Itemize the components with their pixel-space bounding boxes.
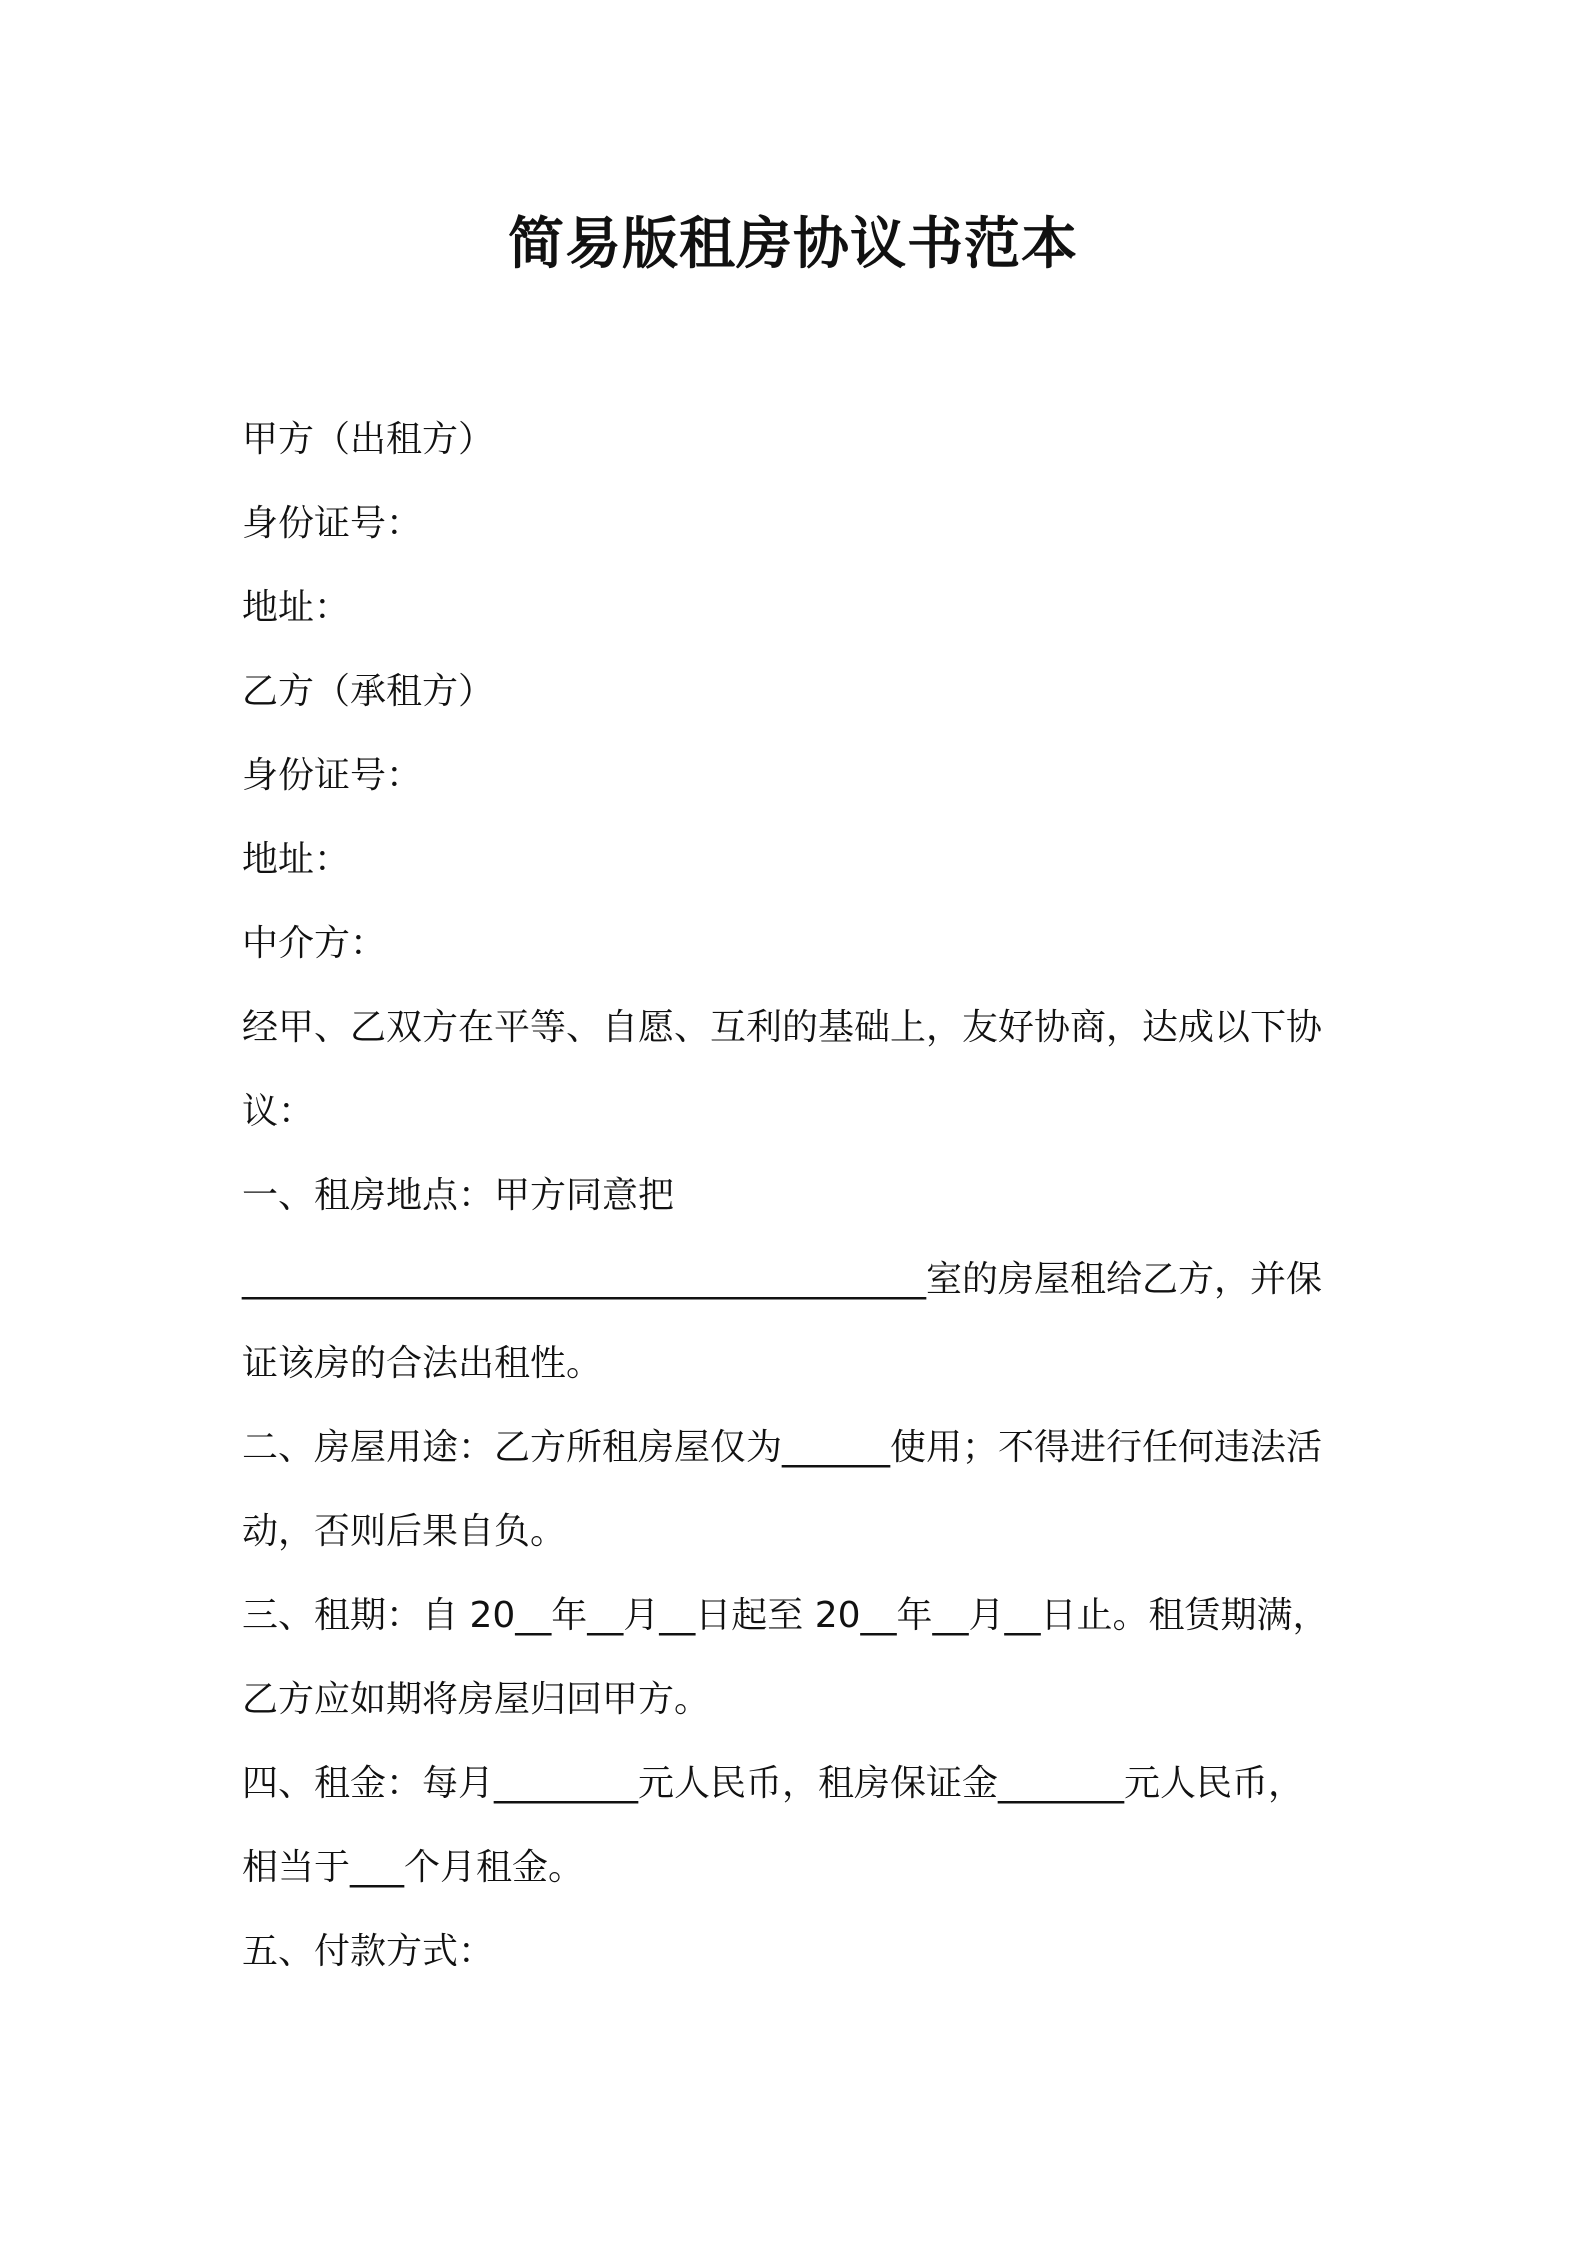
party-b-label: 乙方（承租方） bbox=[242, 671, 495, 712]
clause-4-line-1: 四、租金：每月________元人民币，租房保证金_______元人民币， bbox=[242, 1763, 1305, 1804]
preamble-line-2: 议： bbox=[242, 1091, 315, 1132]
clause-2-line-2: 动，否则后果自负。 bbox=[242, 1511, 567, 1552]
agent-label: 中介方： bbox=[242, 923, 387, 964]
document-body bbox=[242, 398, 1362, 1994]
party-a-address-label: 地址： bbox=[242, 587, 351, 628]
clause-1-line-3: 证该房的合法出租性。 bbox=[242, 1343, 603, 1384]
clause-2-line-1: 二、房屋用途：乙方所租房屋仅为______使用；不得进行任何违法活 bbox=[242, 1427, 1323, 1468]
party-a-id-label: 身份证号： bbox=[242, 503, 423, 544]
clause-3-line-2: 乙方应如期将房屋归回甲方。 bbox=[242, 1679, 711, 1720]
preamble-line-1: 经甲、乙双方在平等、自愿、互利的基础上，友好协商，达成以下协 bbox=[242, 1007, 1323, 1048]
party-b-id-label: 身份证号： bbox=[242, 755, 423, 796]
clause-1-line-2: ______________________________________室的房屋租给乙方，并保 bbox=[242, 1259, 1323, 1300]
party-a-label: 甲方（出租方） bbox=[242, 419, 495, 460]
party-b-address-label: 地址： bbox=[242, 839, 351, 880]
clause-4-line-2: 相当于___个月租金。 bbox=[242, 1847, 585, 1888]
document-title: 简易版租房协议书范本 bbox=[508, 212, 1078, 277]
clause-1-line-1: 一、租房地点：甲方同意把 bbox=[242, 1175, 675, 1216]
clause-5-line-1: 五、付款方式： bbox=[242, 1931, 495, 1972]
clause-3-line-1: 三、租期：自 20__年__月__日起至 20__年__月__日止。租赁期满， bbox=[242, 1595, 1329, 1636]
